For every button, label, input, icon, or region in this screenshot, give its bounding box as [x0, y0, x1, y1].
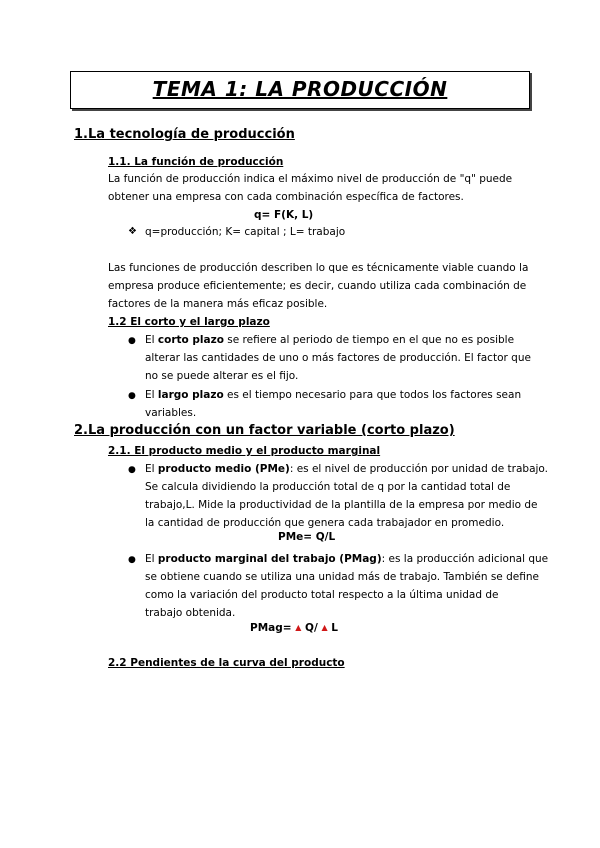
paragraph-line: Las funciones de producción describen lo que es técnicamente viable cuando la: [108, 262, 529, 274]
variable-note: q=producción; K= capital ; L= trabajo: [145, 226, 346, 238]
paragraph-line: trabajo obtenida.: [145, 607, 236, 619]
bullet-icon: ●: [128, 391, 136, 401]
subsection-2-2-heading: 2.2 Pendientes de la curva del producto: [108, 657, 345, 669]
formula-production-function: q= F(K, L): [254, 209, 314, 221]
delta-icon: ▲: [295, 623, 302, 632]
bullet-average-product: El producto medio (PMe): es el nivel de producción por unidad de trabajo.: [145, 463, 549, 475]
paragraph-line: obtener una empresa con cada combinación específica de factores.: [108, 191, 464, 203]
bullet-icon: ●: [128, 336, 136, 346]
paragraph-line: trabajo,L. Mide la productividad de la plantilla de la empresa por medio de: [145, 499, 538, 511]
paragraph-line: como la variación del producto total respecto a la última unidad de: [145, 589, 499, 601]
paragraph-line: la cantidad de producción que genera cada trabajador en promedio.: [145, 517, 505, 529]
paragraph-line: Se calcula dividiendo la producción total de q por la cantidad total de: [145, 481, 511, 493]
delta-icon: ▲: [321, 623, 328, 632]
section-2-heading: 2.La producción con un factor variable (corto plazo): [74, 423, 455, 438]
bullet-icon: ●: [128, 555, 136, 565]
diamond-bullet-icon: ❖: [128, 226, 137, 237]
bullet-marginal-product: El producto marginal del trabajo (PMag): es la producción adicional que: [145, 553, 549, 565]
paragraph-line: La función de producción indica el máximo nivel de producción de "q" puede: [108, 173, 513, 185]
page-title: TEMA 1: LA PRODUCCIÓN: [152, 77, 448, 101]
paragraph-line: no se puede alterar es el fijo.: [145, 370, 299, 382]
paragraph-line: empresa produce eficientemente; es decir, cuando utiliza cada combinación de: [108, 280, 527, 292]
paragraph-line: variables.: [145, 407, 197, 419]
bullet-long-term: El largo plazo es el tiempo necesario para que todos los factores sean: [145, 389, 522, 401]
formula-average-product: PMe= Q/L: [278, 531, 336, 543]
formula-marginal-product: PMag= ▲ Q/ ▲ L: [250, 622, 338, 634]
bullet-icon: ●: [128, 465, 136, 475]
paragraph-line: se obtiene cuando se utiliza una unidad más de trabajo. También se define: [145, 571, 539, 583]
subsection-2-1-heading: 2.1. El producto medio y el producto marginal: [108, 445, 381, 457]
paragraph-line: factores de la manera más eficaz posible.: [108, 298, 328, 310]
paragraph-line: alterar las cantidades de uno o más factores de producción. El factor que: [145, 352, 531, 364]
section-1-heading: 1.La tecnología de producción: [74, 127, 295, 142]
bullet-short-term: El corto plazo se refiere al periodo de tiempo en el que no es posible: [145, 334, 515, 346]
subsection-1-2-heading: 1.2 El corto y el largo plazo: [108, 316, 270, 328]
subsection-1-1-heading: 1.1. La función de producción: [108, 156, 284, 168]
title-box: [70, 71, 530, 109]
